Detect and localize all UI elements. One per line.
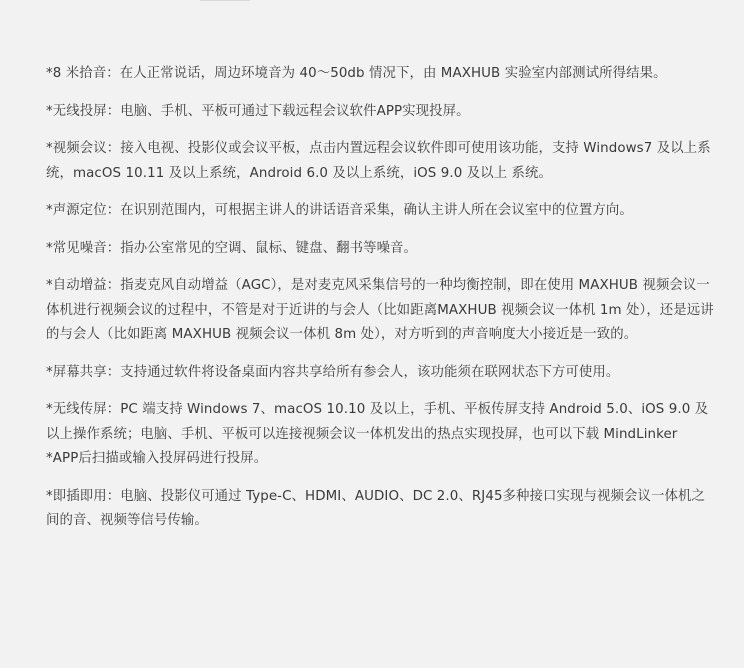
note-pickup-range: *8 米拾音：在人正常说话，周边环境音为 40～50db 情况下，由 MAXHUB 实验室内部测试所得结果。: [46, 66, 667, 81]
note-auto-gain: *自动增益：指麦克风自动增益（AGC），是对麦克风采集信号的一种均衡控制，即在使用 MAXHUB 视频会议一体机进行视频会议的过程中，不管是对于近讲的与会人（比如距离MAXHUB 视频会议一体机 1m 处），还是远讲的与会人（比如距离 MAXHUB 视频会议一体机 8m 处），对方听到的声音响度大小接近是一致的。: [46, 278, 714, 342]
note-sound-source-location: *声源定位：在识别范围内，可根据主讲人的讲话语音采集，确认主讲人所在会议室中的位置方向。: [46, 203, 633, 218]
note-wireless-casting: *无线传屏：PC 端支持 Windows 7、macOS 10.10 及以上，手机、平板传屏支持 Android 5.0、iOS 9.0 及以上操作系统；电脑、手机、平板可以连接视频会议一体机发出的热点实现投屏，也可以下载 MindLinker *APP后扫描或输入投屏码进行投屏。: [46, 402, 709, 466]
note-video-conference: *视频会议：接入电视、投影仪或会议平板，点击内置远程会议软件即可使用该功能，支持 Windows7 及以上系统，macOS 10.11 及以上系统，Android 6.0 及以上系统，iOS 9.0 及以上 系统。: [46, 141, 711, 181]
note-screen-sharing: *屏幕共享：支持通过软件将设备桌面内容共享给所有参会人，该功能须在联网状态下方可使用。: [46, 364, 620, 380]
top-divider: [200, 0, 250, 1]
note-wireless-projection: *无线投屏：电脑、手机、平板可通过下载远程会议软件APP实现投屏。: [46, 103, 470, 119]
note-plug-and-play: *即插即用：电脑、投影仪可通过 Type-C、HDMI、AUDIO、DC 2.0、RJ45多种接口实现与视频会议一体机之间的音、视频等信号传输。: [46, 488, 705, 528]
note-common-noise: *常见噪音：指办公室常见的空调、鼠标、键盘、翻书等噪音。: [46, 240, 418, 256]
